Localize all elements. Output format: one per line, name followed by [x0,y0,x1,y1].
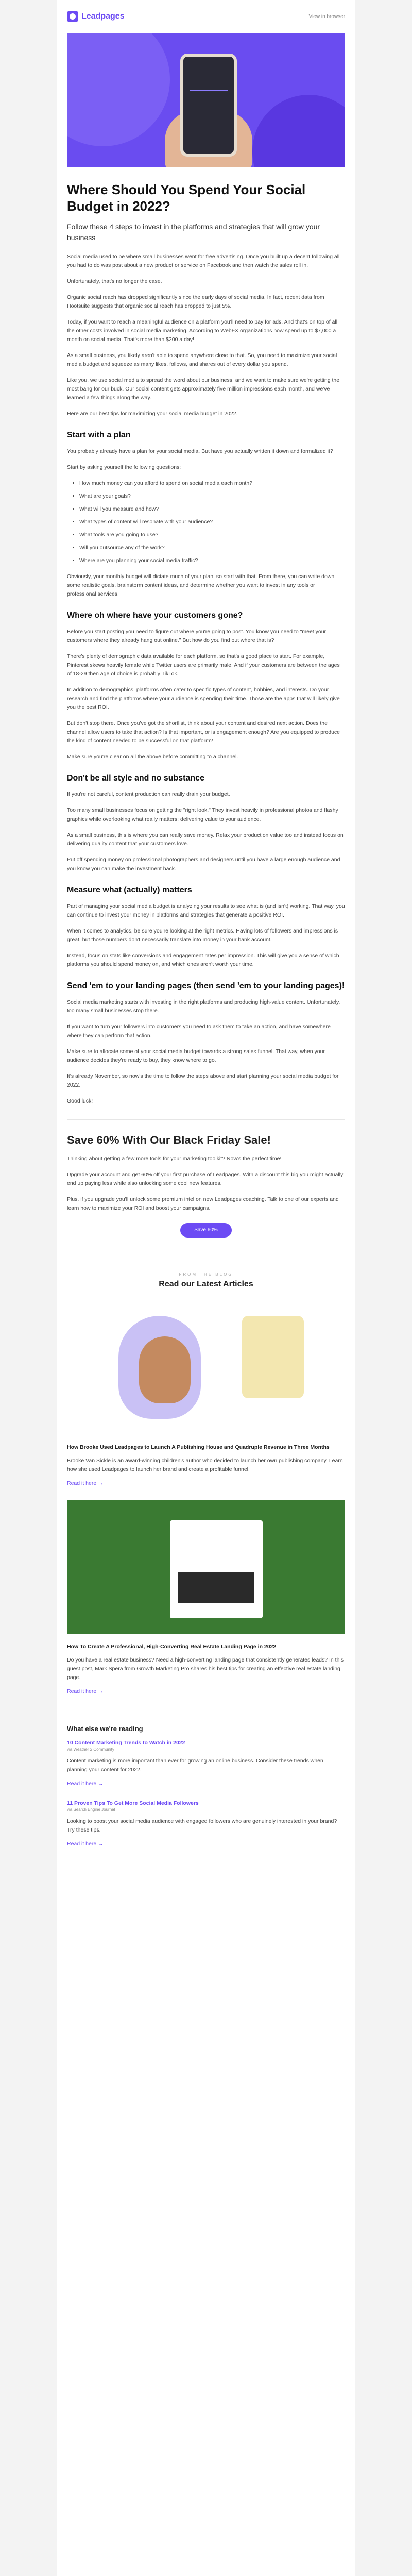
email-header [57,0,355,33]
reading-item-summary: Content marketing is more important than ever for growing an online business. Consider these trends when planning your content for 2022. [67,1758,323,1773]
section-paragraph: Before you start posting you need to figure out where you're going to post. You know you need to "meet your customers where they already hang out online." But how do you find out where that is? [67,629,327,643]
article-lead: Follow these 4 steps to invest in the platforms and strategies that will grow your business [67,223,320,242]
latest-title: Read our Latest Articles [159,1280,253,1289]
intro-paragraph: Today, if you want to reach a meaningful audience on a platform you'll need to pay for ads. And that's on top of all the other costs involved in social media marketing. According to WebFX organizations now spend up to $7,000 a month on social media. That's more than $200 a day! [67,319,338,343]
save-60-button[interactable]: Save 60% [180,1223,232,1238]
list-item: • What tools are you going to use? [79,531,345,539]
section-paragraph: Social media marketing starts with investing in the right platforms and producing high-value content. Unfortunately, too many small businesses stop there. [67,999,340,1014]
sale-paragraph: Upgrade your account and get 60% off your first purchase of Leadpages. With a discount this big you might actually end up paying less while also unlocking some cool new features. [67,1172,344,1187]
section-heading: Don't be all style and no substance [67,774,204,783]
sale-title: Save 60% With Our Black Friday Sale! [67,1133,271,1146]
question-list [67,479,345,565]
article-section [67,430,345,599]
section-heading: Send 'em to your landing pages (then send 'em to your landing pages)! [67,981,345,990]
article-title: Where Should You Spend Your Social Budget in 2022? [67,182,306,214]
intro-paragraph: As a small business, you likely aren't able to spend anywhere close to that. So, you need to maximize your social media budget and squeeze as many likes, follows, and shares out of every dollar you spend. [67,352,337,367]
landing-page-mockup [170,1520,263,1618]
read-more-link[interactable]: Read it here → [67,1841,104,1847]
intro-paragraph: Unfortunately, that's no longer the case. [67,278,162,284]
reading-title: What else we're reading [67,1725,143,1733]
read-more-link[interactable]: Read it here → [67,1781,104,1787]
book-cover-image [242,1316,304,1398]
article-section [67,885,345,969]
list-item: • How much money can you afford to spend on social media each month? [79,479,345,488]
list-item: • What types of content will resonate with your audience? [79,518,345,527]
hero-decor-circle [67,33,170,146]
author-portrait [139,1336,191,1403]
latest-article-excerpt: Brooke Van Sickle is an award-winning children's author who decided to launch her own publishing company. Learn how she used Leadpages to launch her brand and create a profitable funnel. [67,1458,343,1472]
section-paragraph: In addition to demographics, platforms often cater to specific types of content, hobbies, and interests. Do your research and find the platforms where your audience is spending their time. Those are the apps that will likely give you the best ROI. [67,687,340,710]
list-item: • What will you measure and how? [79,505,345,514]
view-in-browser-link[interactable]: View in browser [308,13,345,20]
latest-article-title[interactable]: How Brooke Used Leadpages to Launch A Publishing House and Quadruple Revenue in Three Months [67,1444,330,1450]
section-heading: Where oh where have your customers gone? [67,611,243,620]
sale-paragraph: Plus, if you upgrade you'll unlock some premium intel on new Leadpages coaching. Talk to one of our experts and learn how to maximize your ROI and boost your campaigns. [67,1196,339,1211]
section-heading: Measure what (actually) matters [67,886,192,894]
section-paragraph: Good luck! [67,1098,93,1104]
read-more-link[interactable]: Read it here → [67,1688,104,1694]
intro-paragraph: Like you, we use social media to spread the word about our business, and we want to make sure we're getting the most bang for our buck. Our social content gets approximately five million impressions each month, and we've learned a few things along the way. [67,377,340,401]
section-paragraph: If you want to turn your followers into customers you need to ask them to take an action, and have somewhere where they can perform that action. [67,1024,331,1039]
article-image-brooke[interactable] [67,1300,345,1434]
section-paragraph: You probably already have a plan for your social media. But have you actually written it down and formalized it? [67,448,333,454]
brand-logo[interactable] [67,11,125,22]
article-intro [67,252,345,418]
read-more-link[interactable]: Read it here → [67,1480,104,1486]
list-item: • Where are you planning your social media traffic? [79,556,345,565]
section-paragraph: As a small business, this is where you can really save money. Relax your production value too and instead focus on delivering quality content that your customers love. [67,832,344,847]
section-heading: Start with a plan [67,431,131,439]
article-image-real-estate[interactable] [67,1500,345,1634]
divider [67,1119,345,1120]
reading-item-source: via Search Engine Journal [67,1807,115,1812]
latest-article-excerpt: Do you have a real estate business? Need a high-converting landing page that consistently generates leads? In this guest post, Mark Spera from Growth Marketing Pro shares his best tips for creating an effective real estate landing page. [67,1657,344,1681]
intro-paragraph: Here are our best tips for maximizing your social media budget in 2022. [67,411,238,417]
article-section [67,980,345,1106]
article-section [67,773,345,873]
hero-image [67,33,345,167]
section-paragraph: Make sure you're clear on all the above before committing to a channel. [67,754,238,760]
sale-paragraph: Thinking about getting a few more tools for your marketing toolkit? Now's the perfect time! [67,1156,282,1162]
article-body [57,181,355,1847]
list-item: • Will you outsource any of the work? [79,544,345,552]
reading-item-source: via Weather 2 Community [67,1747,114,1752]
sale-paragraphs [67,1155,345,1213]
leadpages-logo-icon [67,11,78,22]
latest-article-title[interactable]: How To Create A Professional, High-Converting Real Estate Landing Page in 2022 [67,1643,277,1650]
list-item: • What are your goals? [79,492,345,501]
hero-decor-circle [252,95,345,167]
section-paragraph: Too many small businesses focus on getting the "right look." They invest heavily in professional photos and flashy graphics while overlooking what really matters: delivering value to your audience. [67,807,338,822]
reading-item-title[interactable]: 10 Content Marketing Trends to Watch in 2022 [67,1740,185,1746]
section-paragraph: Obviously, your monthly budget will dictate much of your plan, so start with that. From there, you can write down some realistic goals, brainstorm content ideas, and determine whether you want to invest in any tools or professional services. [67,573,335,597]
brand-name: Leadpages [81,12,125,21]
latest-kicker: FROM THE BLOG [179,1272,233,1277]
article-section [67,610,345,761]
section-paragraph: If you're not careful, content production can really drain your budget. [67,791,230,798]
email-container [57,0,355,2576]
section-paragraph: There's plenty of demographic data available for each platform, so that's a good place to start. For example, Pinterest skews heavily female while Twitter users are primarily male. And if your customers are between the ages of 18-29 then age of choice is probably TikTok. [67,653,340,677]
section-paragraph: Part of managing your social media budget is analyzing your results to see what is (and isn't) working. That way, you can continue to invest your money in platforms and strategies that generate a positive ROI. [67,903,345,918]
reading-item-summary: Looking to boost your social media audience with engaged followers who are genuinely interested in your brand? Try these tips. [67,1818,337,1833]
reading-item-title[interactable]: 11 Proven Tips To Get More Social Media Followers [67,1800,199,1806]
intro-paragraph: Organic social reach has dropped significantly since the early days of social media. In fact, recent data from Hootsuite suggests that organic social reach has dropped to just 5%. [67,294,324,309]
section-paragraph: Make sure to allocate some of your social media budget towards a strong sales funnel. That way, when your audience decides they're ready to buy, they know where to go. [67,1048,325,1063]
section-paragraph: Put off spending money on professional photographers and designers until you have a large enough audience and you know you can make the investment back. [67,857,340,872]
intro-paragraph: Social media used to be where small businesses went for free advertising. Once you built up a decent following all you had to do was post about a new product or service on Facebook and then watch the sales roll in. [67,253,340,268]
section-paragraph: But don't stop there. Once you've got the shortlist, think about your content and desired next action. Does the channel allow users to take that action? Is that important, or is engagement enough? Are you equipped to produce the kind of content needed to be successful on that platform? [67,720,340,744]
article-sections [67,430,345,1106]
section-paragraph: When it comes to analytics, be sure you're looking at the right metrics. Having lots of followers and impressions is great, but those numbers don't necessarily translate into money in your bank account. [67,928,338,943]
section-paragraph: Start by asking yourself the following questions: [67,464,181,470]
chart-icon [190,69,228,91]
section-paragraph: Instead, focus on stats like conversions and engagement rates per impression. This will give you a sense of which platforms you should spend money on, and which ones aren't worth your time. [67,953,339,968]
section-paragraph: It's already November, so now's the time to follow the steps above and start planning your social media budget for 2022. [67,1073,339,1088]
